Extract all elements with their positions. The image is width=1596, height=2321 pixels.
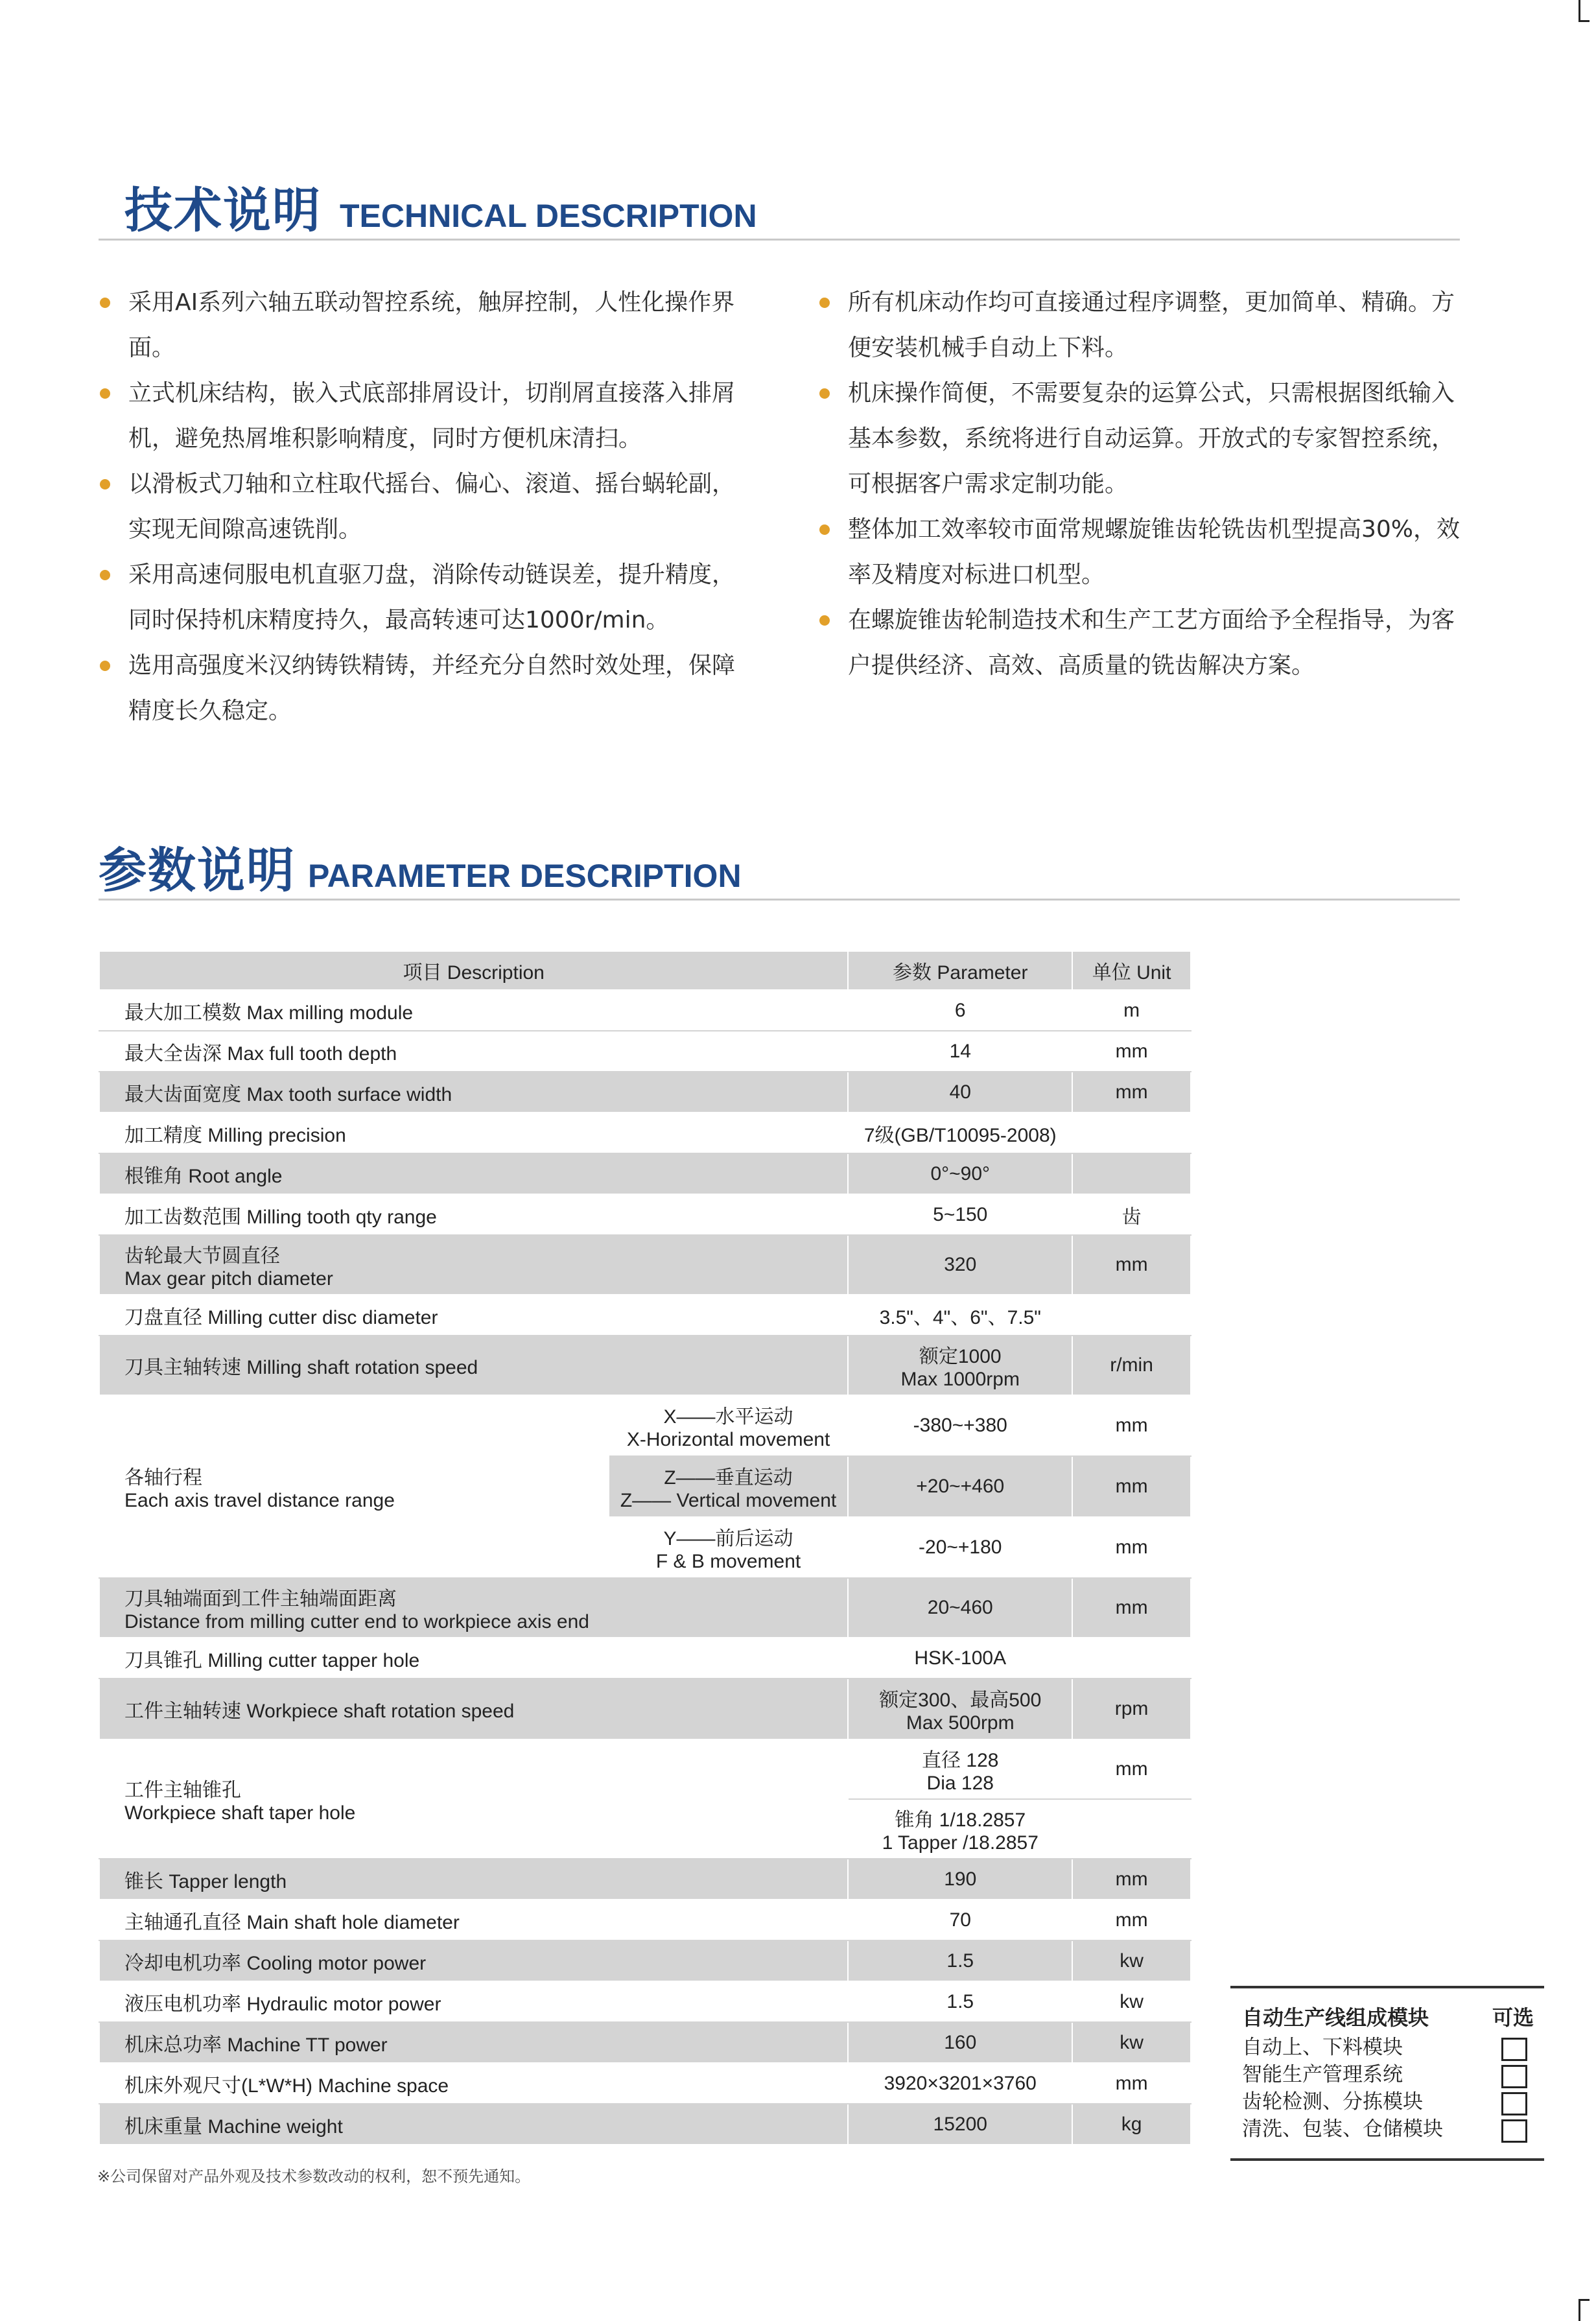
bullet-dot-icon — [819, 524, 830, 535]
module-item: 智能生产管理系统 — [1242, 2061, 1534, 2088]
module-item: 自动上、下料模块 — [1242, 2034, 1534, 2061]
table-row: 液压电机功率 Hydraulic motor power 1.5 kw — [99, 1981, 1191, 2022]
technical-description-heading — [99, 170, 1460, 241]
parameter-title-en: PARAMETER DESCRIPTION — [308, 858, 742, 894]
header-parameter: 参数 Parameter — [848, 951, 1072, 990]
bullet-item: 选用高强度米汉纳铸铁精铸，并经充分自然时效处理，保障精度长久稳定。 — [99, 643, 747, 734]
modules-list — [1242, 2034, 1534, 2143]
table-row: 机床总功率 Machine TT power 160 kw — [99, 2022, 1191, 2063]
bullet-dot-icon — [100, 479, 110, 489]
table-row: 根锥角 Root angle 0°~90° — [99, 1153, 1191, 1194]
bullet-dot-icon — [819, 298, 830, 308]
modules-optional-label: 可选 — [1492, 2005, 1534, 2030]
taper-hole-label: 工件主轴锥孔 Workpiece shaft taper hole — [99, 1739, 848, 1859]
crop-mark-bottom-right — [1578, 2299, 1591, 2321]
checkbox-icon[interactable] — [1501, 2065, 1527, 2088]
checkbox-icon[interactable] — [1501, 2119, 1527, 2143]
header-unit: 单位 Unit — [1072, 951, 1191, 990]
table-row: 加工精度 Milling precision 7级(GB/T10095-2008) — [99, 1113, 1191, 1153]
table-row: 齿轮最大节圆直径 Max gear pitch diameter 320 mm — [99, 1235, 1191, 1295]
table-row: 主轴通孔直径 Main shaft hole diameter 70 mm — [99, 1900, 1191, 1940]
bullet-item: 立式机床结构，嵌入式底部排屑设计，切削屑直接落入排屑机，避免热屑堆积影响精度，同时方便机床清扫。 — [99, 371, 747, 462]
table-row: 锥长 Tapper length 190 mm — [99, 1859, 1191, 1900]
footnote: ※公司保留对产品外观及技术参数改动的权利，恕不预先通知。 — [97, 2167, 531, 2186]
technical-title-en: TECHNICAL DESCRIPTION — [340, 198, 757, 234]
bullet-dot-icon — [819, 388, 830, 399]
table-row: 刀具锥孔 Milling cutter tapper hole HSK-100A — [99, 1638, 1191, 1679]
table-row: 加工齿数范围 Milling tooth qty range 5~150 齿 — [99, 1194, 1191, 1235]
bullet-item: 以滑板式刀轴和立柱取代摇台、偏心、滚道、摇台蜗轮副，实现无间隙高速铣削。 — [99, 462, 747, 552]
table-row: 刀具轴端面到工件主轴端面距离 Distance from milling cutter end to workpiece axis end 20~460 mm — [99, 1578, 1191, 1638]
parameter-description-heading — [99, 830, 1460, 901]
table-row: 工件主轴转速 Workpiece shaft rotation speed 额定300、最高500 Max 500rpm rpm — [99, 1679, 1191, 1739]
crop-mark-top-right — [1578, 0, 1591, 22]
bullet-dot-icon — [100, 388, 110, 399]
bullet-item: 采用AI系列六轴五联动智控系统，触屏控制，人性化操作界面。 — [99, 280, 747, 371]
taper-hole-row: 锥角 1/18.2857 1 Tapper /18.2857 — [99, 1799, 1191, 1859]
module-item: 齿轮检测、分拣模块 — [1242, 2088, 1534, 2115]
bullet-item: 在螺旋锥齿轮制造技术和生产工艺方面给予全程指导，为客户提供经济、高效、高质量的铣齿解决方案。 — [818, 598, 1466, 689]
bullet-dot-icon — [100, 298, 110, 308]
header-description: 项目 Description — [99, 951, 848, 990]
table-row: 最大加工模数 Max milling module 6 m — [99, 990, 1191, 1031]
modules-title: 自动生产线组成模块 — [1242, 2005, 1429, 2030]
technical-bullets-right — [818, 280, 1466, 689]
table-row: 最大齿面宽度 Max tooth surface width 40 mm — [99, 1072, 1191, 1113]
table-row: 刀具主轴转速 Milling shaft rotation speed 额定1000 Max 1000rpm r/min — [99, 1336, 1191, 1395]
bullet-dot-icon — [100, 570, 110, 580]
bullet-item: 机床操作简便，不需要复杂的运算公式，只需根据图纸输入基本参数，系统将进行自动运算。开放式的专家智控系统，可根据客户需求定制功能。 — [818, 371, 1466, 507]
production-line-modules — [1230, 1986, 1544, 2161]
bullet-item: 采用高速伺服电机直驱刀盘，消除传动链误差，提升精度，同时保持机床精度持久，最高转速可达1000r/min。 — [99, 552, 747, 643]
axis-travel-label: 各轴行程 Each axis travel distance range — [99, 1395, 609, 1578]
axis-travel-row: Y——前后运动 F & B movement -20~+180 mm — [99, 1517, 1191, 1578]
parameter-title-zh: 参数说明 — [99, 843, 296, 899]
technical-bullets-left — [99, 280, 747, 734]
table-row: 机床外观尺寸(L*W*H) Machine space 3920×3201×3760 mm — [99, 2063, 1191, 2104]
bullet-item: 整体加工效率较市面常规螺旋锥齿轮铣齿机型提高30%，效率及精度对标进口机型。 — [818, 507, 1466, 598]
table-row: 最大全齿深 Max full tooth depth 14 mm — [99, 1031, 1191, 1072]
bullet-item: 所有机床动作均可直接通过程序调整，更加简单、精确。方便安装机械手自动上下料。 — [818, 280, 1466, 371]
bullet-dot-icon — [100, 661, 110, 671]
table-row: 刀盘直径 Milling cutter disc diameter 3.5"、4"、6"、7.5" — [99, 1295, 1191, 1336]
table-header-row — [99, 951, 1191, 990]
axis-travel-row: Z——垂直运动 Z—— Vertical movement +20~+460 mm — [99, 1456, 1191, 1517]
axis-travel-row: 各轴行程 Each axis travel distance range X——水平运动 X-Horizontal movement -380~+380 mm — [99, 1395, 1191, 1456]
technical-title-zh: 技术说明 — [124, 183, 322, 239]
bullet-dot-icon — [819, 615, 830, 626]
module-item: 清洗、包装、仓储模块 — [1242, 2115, 1534, 2143]
checkbox-icon[interactable] — [1501, 2038, 1527, 2061]
parameter-table — [99, 950, 1191, 2145]
checkbox-icon[interactable] — [1501, 2092, 1527, 2115]
table-row: 冷却电机功率 Cooling motor power 1.5 kw — [99, 1940, 1191, 1981]
taper-hole-row: 工件主轴锥孔 Workpiece shaft taper hole 直径 128 Dia 128 mm — [99, 1739, 1191, 1799]
table-row: 机床重量 Machine weight 15200 kg — [99, 2104, 1191, 2145]
